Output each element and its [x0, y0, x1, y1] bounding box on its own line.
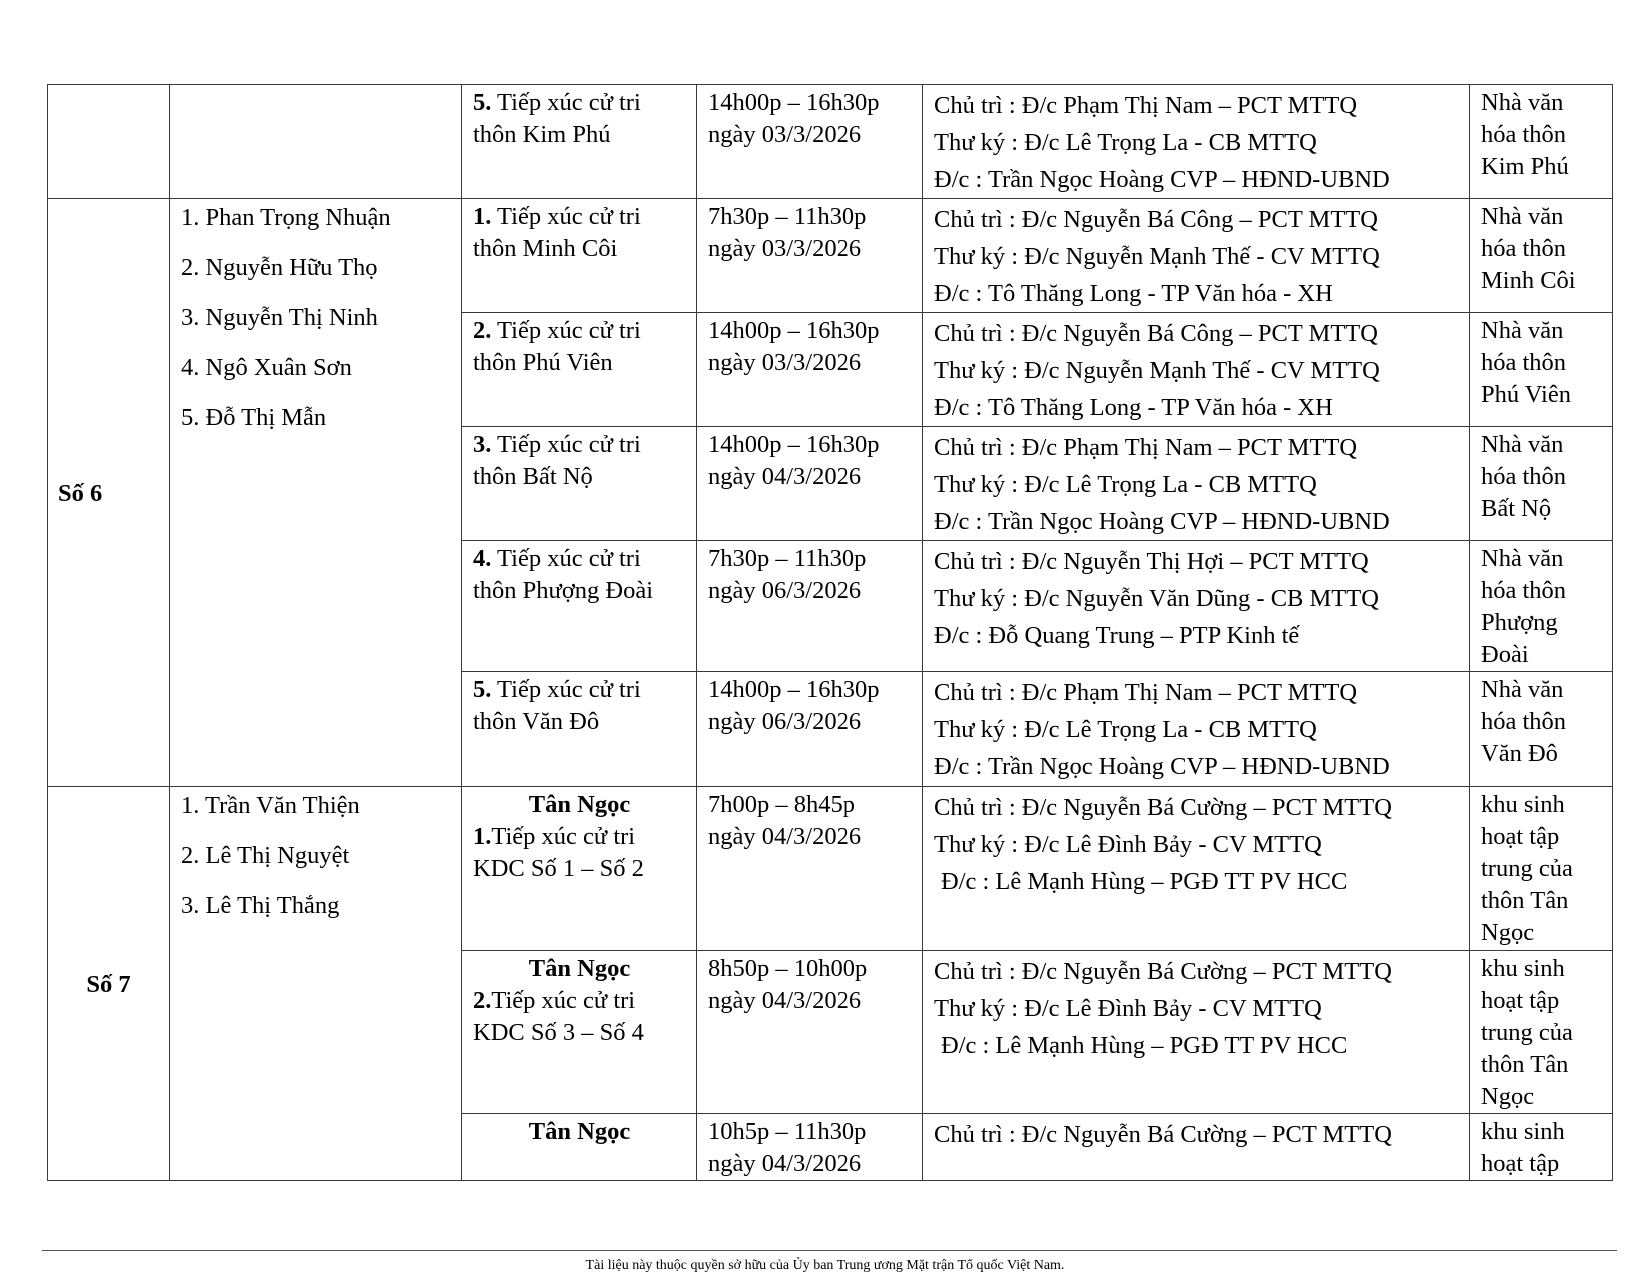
delegate-name: 4. Ngô Xuân Sơn [181, 354, 352, 381]
activity-text: Tiếp xúc cử tri thôn Minh Côi [473, 203, 641, 262]
time-range: 14h00p – 16h30p [708, 431, 880, 458]
delegates-cell-empty [170, 85, 462, 199]
place-line: Nhà văn [1481, 203, 1564, 230]
secretary-line: Thư ký : Đ/c Nguyễn Mạnh Thế - CV MTTQ [934, 243, 1380, 270]
chair-line: Chủ trì : Đ/c Nguyễn Bá Cường – PCT MTTQ [934, 794, 1392, 821]
activity-cell [462, 1114, 697, 1181]
member-line: Đ/c : Trần Ngọc Hoàng CVP – HĐND-UBND [934, 753, 1390, 780]
chair-line: Chủ trì : Đ/c Phạm Thị Nam – PCT MTTQ [934, 679, 1358, 706]
activity-text: Tiếp xúc cử tri KDC Số 1 – Số 2 [473, 823, 644, 882]
footer-note: Tài liệu này thuộc quyền sở hữu của Ủy ban Trung ương Mặt trận Tổ quốc Việt Nam. [585, 1258, 1065, 1273]
place-line: Nhà văn [1481, 317, 1564, 344]
location-heading: Tân Ngọc [528, 791, 631, 818]
activity-text: Tiếp xúc cử tri thôn Phượng Đoài [473, 545, 654, 604]
member-line: Đ/c : Trần Ngọc Hoàng CVP – HĐND-UBND [934, 508, 1390, 535]
time-cell [697, 951, 923, 1114]
time-range: 14h00p – 16h30p [708, 317, 880, 344]
activity-number: 2. [473, 317, 492, 344]
place-line: Ngọc [1481, 1083, 1535, 1110]
time-cell [697, 787, 923, 951]
place-line: Văn Đô [1481, 740, 1558, 767]
place-line: hóa thôn [1481, 463, 1567, 490]
place-cell [1470, 672, 1613, 787]
place-line: Nhà văn [1481, 676, 1564, 703]
place-line: hóa thôn [1481, 349, 1567, 376]
place-line: trung của [1481, 855, 1573, 882]
chair-line: Chủ trì : Đ/c Nguyễn Bá Công – PCT MTTQ [934, 206, 1378, 233]
place-line: Đoài [1481, 641, 1529, 668]
delegate-name: 3. Nguyễn Thị Ninh [181, 304, 378, 331]
activity-cell [462, 787, 697, 951]
activity-cell [462, 951, 697, 1114]
table-row [48, 85, 1613, 199]
place-line: Nhà văn [1481, 545, 1564, 572]
place-line: hóa thôn [1481, 121, 1567, 148]
activity-number: 1. [473, 823, 492, 850]
secretary-line: Thư ký : Đ/c Lê Trọng La - CB MTTQ [934, 716, 1317, 743]
place-line: Ngọc [1481, 919, 1535, 946]
time-cell [697, 313, 923, 427]
member-line: Đ/c : Lê Mạnh Hùng – PGĐ TT PV HCC [941, 1032, 1348, 1059]
delegate-name: 1. Trần Văn Thiện [181, 792, 360, 819]
place-line: Kim Phú [1481, 153, 1569, 180]
time-cell [697, 1114, 923, 1181]
time-range: 10h5p – 11h30p [708, 1118, 867, 1145]
activity-cell [462, 672, 697, 787]
time-range: 14h00p – 16h30p [708, 89, 880, 116]
place-line: khu sinh [1481, 955, 1565, 982]
unit-cell-empty [48, 85, 170, 199]
place-cell [1470, 313, 1613, 427]
footer-divider [42, 1250, 1617, 1251]
responsible-cell [923, 1114, 1470, 1181]
delegate-name: 1. Phan Trọng Nhuận [181, 204, 391, 231]
activity-number: 5. [473, 676, 492, 703]
responsible-cell [923, 199, 1470, 313]
chair-line: Chủ trì : Đ/c Phạm Thị Nam – PCT MTTQ [934, 92, 1358, 119]
place-line: khu sinh [1481, 1118, 1565, 1145]
table-row [48, 199, 1613, 313]
member-line: Đ/c : Lê Mạnh Hùng – PGĐ TT PV HCC [941, 868, 1348, 895]
time-date: ngày 04/3/2026 [708, 987, 862, 1014]
chair-line: Chủ trì : Đ/c Nguyễn Bá Cường – PCT MTTQ [934, 958, 1392, 985]
time-date: ngày 06/3/2026 [708, 577, 862, 604]
time-cell [697, 672, 923, 787]
place-line: Nhà văn [1481, 89, 1564, 116]
time-date: ngày 03/3/2026 [708, 349, 862, 376]
place-line: trung của [1481, 1019, 1573, 1046]
place-cell [1470, 427, 1613, 541]
activity-text: Tiếp xúc cử tri thôn Văn Đô [473, 676, 641, 735]
place-line: Bất Nộ [1481, 495, 1552, 522]
time-date: ngày 04/3/2026 [708, 1150, 862, 1177]
member-line: Đ/c : Tô Thăng Long - TP Văn hóa - XH [934, 394, 1333, 421]
secretary-line: Thư ký : Đ/c Lê Trọng La - CB MTTQ [934, 471, 1317, 498]
delegate-name: 2. Nguyễn Hữu Thọ [181, 254, 378, 281]
time-date: ngày 04/3/2026 [708, 823, 862, 850]
time-range: 8h50p – 10h00p [708, 955, 868, 982]
responsible-cell [923, 313, 1470, 427]
delegates-list-so7 [170, 787, 462, 1181]
place-cell [1470, 199, 1613, 313]
activity-number: 4. [473, 545, 492, 572]
activity-cell [462, 313, 697, 427]
place-line: hoạt tập [1481, 1150, 1560, 1177]
member-line: Đ/c : Trần Ngọc Hoàng CVP – HĐND-UBND [934, 166, 1390, 193]
place-cell [1470, 1114, 1613, 1181]
time-cell [697, 541, 923, 672]
place-cell [1470, 541, 1613, 672]
time-date: ngày 03/3/2026 [708, 235, 862, 262]
time-range: 7h30p – 11h30p [708, 203, 867, 230]
responsible-cell [923, 541, 1470, 672]
activity-text: Tiếp xúc cử tri KDC Số 3 – Số 4 [473, 987, 644, 1046]
secretary-line: Thư ký : Đ/c Nguyễn Mạnh Thế - CV MTTQ [934, 357, 1380, 384]
time-cell [697, 427, 923, 541]
unit-label-so6: Số 6 [48, 199, 170, 787]
time-range: 7h00p – 8h45p [708, 791, 855, 818]
delegates-list-so6 [170, 199, 462, 787]
secretary-line: Thư ký : Đ/c Nguyễn Văn Dũng - CB MTTQ [934, 585, 1379, 612]
time-range: 7h30p – 11h30p [708, 545, 867, 572]
schedule-table [47, 84, 1613, 1181]
place-line: hoạt tập [1481, 823, 1560, 850]
location-heading: Tân Ngọc [528, 1118, 631, 1145]
place-line: Minh Côi [1481, 267, 1576, 294]
place-line: hóa thôn [1481, 577, 1567, 604]
delegate-name: 3. Lê Thị Thắng [181, 892, 340, 919]
activity-number: 2. [473, 987, 492, 1014]
activity-cell [462, 427, 697, 541]
place-line: Nhà văn [1481, 431, 1564, 458]
chair-line: Chủ trì : Đ/c Phạm Thị Nam – PCT MTTQ [934, 434, 1358, 461]
place-line: khu sinh [1481, 791, 1565, 818]
location-heading: Tân Ngọc [528, 955, 631, 982]
time-cell [697, 85, 923, 199]
activity-text: Tiếp xúc cử tri thôn Bất Nộ [473, 431, 641, 490]
unit-label-so7: Số 7 [48, 787, 170, 1181]
place-line: Phú Viên [1481, 381, 1571, 408]
responsible-cell [923, 427, 1470, 541]
responsible-cell [923, 951, 1470, 1114]
place-line: hóa thôn [1481, 235, 1567, 262]
time-range: 14h00p – 16h30p [708, 676, 880, 703]
time-cell [697, 199, 923, 313]
activity-number: 3. [473, 431, 492, 458]
activity-number: 1. [473, 203, 492, 230]
activity-text: Tiếp xúc cử tri thôn Phú Viên [473, 317, 641, 376]
activity-number: 5. [473, 89, 492, 116]
chair-line: Chủ trì : Đ/c Nguyễn Bá Công – PCT MTTQ [934, 320, 1378, 347]
activity-cell [462, 85, 697, 199]
secretary-line: Thư ký : Đ/c Lê Đình Bảy - CV MTTQ [934, 995, 1322, 1022]
place-cell [1470, 85, 1613, 199]
table-row [48, 787, 1613, 951]
time-date: ngày 04/3/2026 [708, 463, 862, 490]
place-line: thôn Tân [1481, 1051, 1569, 1078]
responsible-cell [923, 672, 1470, 787]
place-cell [1470, 951, 1613, 1114]
place-line: Phượng [1481, 609, 1558, 636]
place-cell [1470, 787, 1613, 951]
place-line: hoạt tập [1481, 987, 1560, 1014]
activity-cell [462, 541, 697, 672]
member-line: Đ/c : Tô Thăng Long - TP Văn hóa - XH [934, 280, 1333, 307]
time-date: ngày 06/3/2026 [708, 708, 862, 735]
chair-line: Chủ trì : Đ/c Nguyễn Bá Cường – PCT MTTQ [934, 1121, 1392, 1148]
place-line: hóa thôn [1481, 708, 1567, 735]
responsible-cell [923, 85, 1470, 199]
secretary-line: Thư ký : Đ/c Lê Đình Bảy - CV MTTQ [934, 831, 1322, 858]
responsible-cell [923, 787, 1470, 951]
activity-text: Tiếp xúc cử tri thôn Kim Phú [473, 89, 641, 148]
delegate-name: 2. Lê Thị Nguyệt [181, 842, 350, 869]
place-line: thôn Tân [1481, 887, 1569, 914]
secretary-line: Thư ký : Đ/c Lê Trọng La - CB MTTQ [934, 129, 1317, 156]
chair-line: Chủ trì : Đ/c Nguyễn Thị Hợi – PCT MTTQ [934, 548, 1369, 575]
delegate-name: 5. Đỗ Thị Mẫn [181, 404, 327, 431]
time-date: ngày 03/3/2026 [708, 121, 862, 148]
activity-cell [462, 199, 697, 313]
member-line: Đ/c : Đỗ Quang Trung – PTP Kinh tế [934, 622, 1300, 649]
